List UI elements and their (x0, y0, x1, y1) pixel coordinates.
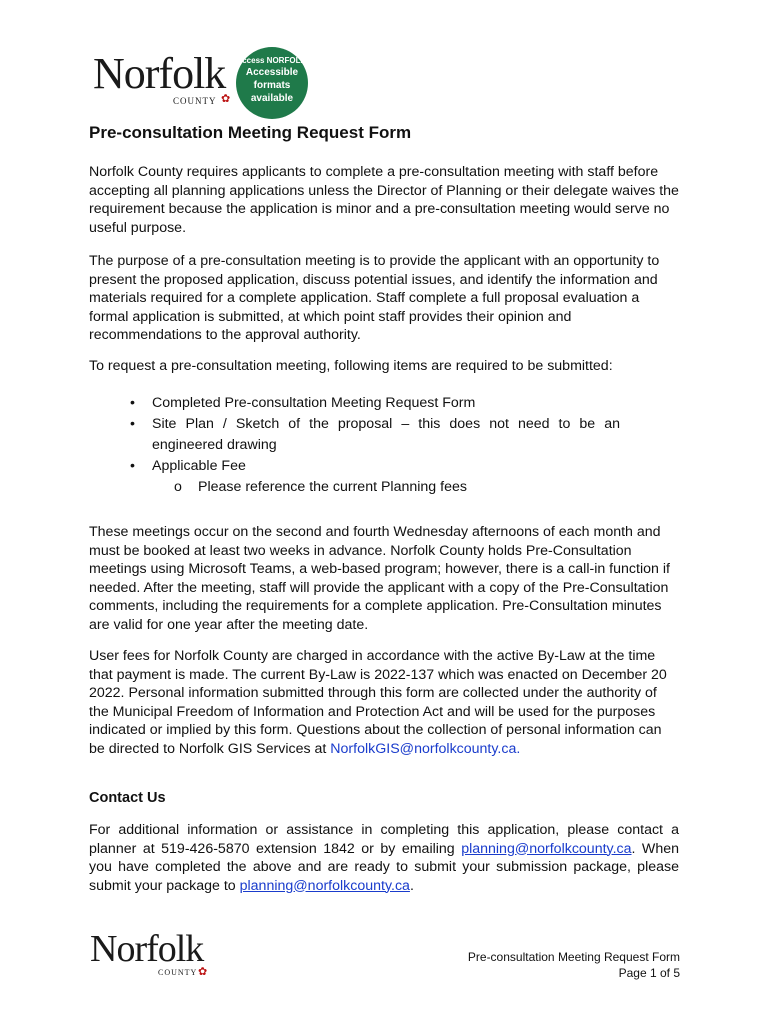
list-item: • Site Plan / Sketch of the proposal – this does not need to be an engineered drawing (130, 414, 620, 456)
footer-logo (90, 930, 210, 982)
logo-wordmark: Norfolk (93, 49, 226, 98)
contact-text-3: . (409, 877, 414, 894)
maple-leaf-icon: ✿ (198, 966, 208, 978)
requirements-list (130, 393, 620, 498)
planning-email-link-1[interactable]: planning@norfolkcounty.ca (461, 840, 632, 857)
intro-paragraph: Norfolk County requires applicants to complete a pre-consultation meeting with staff before accepting all planning applications unless the Director of Planning or their delegate waives the requirement because the application is minor and a pre-consultation meeting would serve no useful purpose. (89, 164, 679, 236)
badge-line-1: Accessible (245, 67, 299, 78)
fees-paragraph (89, 647, 679, 758)
badge-line-2: formats (253, 80, 291, 91)
footer-form-name: Pre-consultation Meeting Request Form (467, 950, 680, 964)
gis-email-link[interactable]: NorfolkGIS@norfolkcounty.ca. (330, 740, 521, 757)
contact-text-1: For additional information or assistance in completing this application, please contact a planner at 519-426-5870 extension 1842 or by emailing (89, 822, 679, 857)
list-item: • Applicable Fee (130, 456, 620, 477)
contact-paragraph (89, 821, 679, 895)
contact-text-2: . When you have completed the above and are ready to submit your submission package, please submit your package to (89, 840, 679, 894)
access-norfolk-text: access NORFOLK (237, 56, 307, 65)
page-footer (468, 949, 680, 981)
accessible-formats-badge (236, 47, 308, 119)
contact-heading: Contact Us (89, 790, 166, 806)
fees-text: User fees for Norfolk County are charged in accordance with the active By-Law at the time that payment is made. The current By-Law is 2022-137 which was enacted on December 20 2022. Personal information submitted through this form are collected under the authority of the Municipal Freedom of Information and Protection Act and will be used for the purposes indicated or implied by this form. Questions about the collection of personal information can be directed to Norfolk GIS Services at (89, 648, 667, 757)
list-subitem: o Please reference the current Planning fees (130, 477, 620, 498)
purpose-paragraph: The purpose of a pre-consultation meeting is to provide the applicant with an opportunity to present the proposed application, discuss potential issues, and identify the information and materials required for a complete application. Staff complete a full proposal evaluation a formal application is submitted, at which point staff provides their opinion and recommendations to the approval authority. (89, 253, 660, 343)
footer-logo-county-text: COUNTY (158, 968, 198, 977)
footer-logo-wordmark: Norfolk (90, 928, 204, 970)
request-intro-paragraph: To request a pre-consultation meeting, following items are required to be submitted: (89, 358, 613, 374)
maple-leaf-icon: ✿ (221, 93, 231, 105)
list-item: • Completed Pre-consultation Meeting Request Form (130, 393, 620, 414)
planning-email-link-2[interactable]: planning@norfolkcounty.ca (239, 877, 410, 894)
norfolk-county-logo (93, 49, 233, 112)
page-title: Pre-consultation Meeting Request Form (89, 123, 412, 142)
page-number: Page 1 of 5 (618, 966, 680, 980)
badge-line-3: available (250, 93, 294, 104)
logo-county-text: COUNTY (173, 96, 217, 106)
meetings-paragraph: These meetings occur on the second and fourth Wednesday afternoons of each month and must be booked at least two weeks in advance. Norfolk County holds Pre-Consultation meetings using Microsoft Teams, a web-based program; however, there is a call-in function if needed. After the meeting, staff will provide the applicant with a copy of the Pre-Consultation comments, including the requirements for a complete application. Pre-Consultation minutes are valid for one year after the meeting date. (89, 524, 670, 633)
